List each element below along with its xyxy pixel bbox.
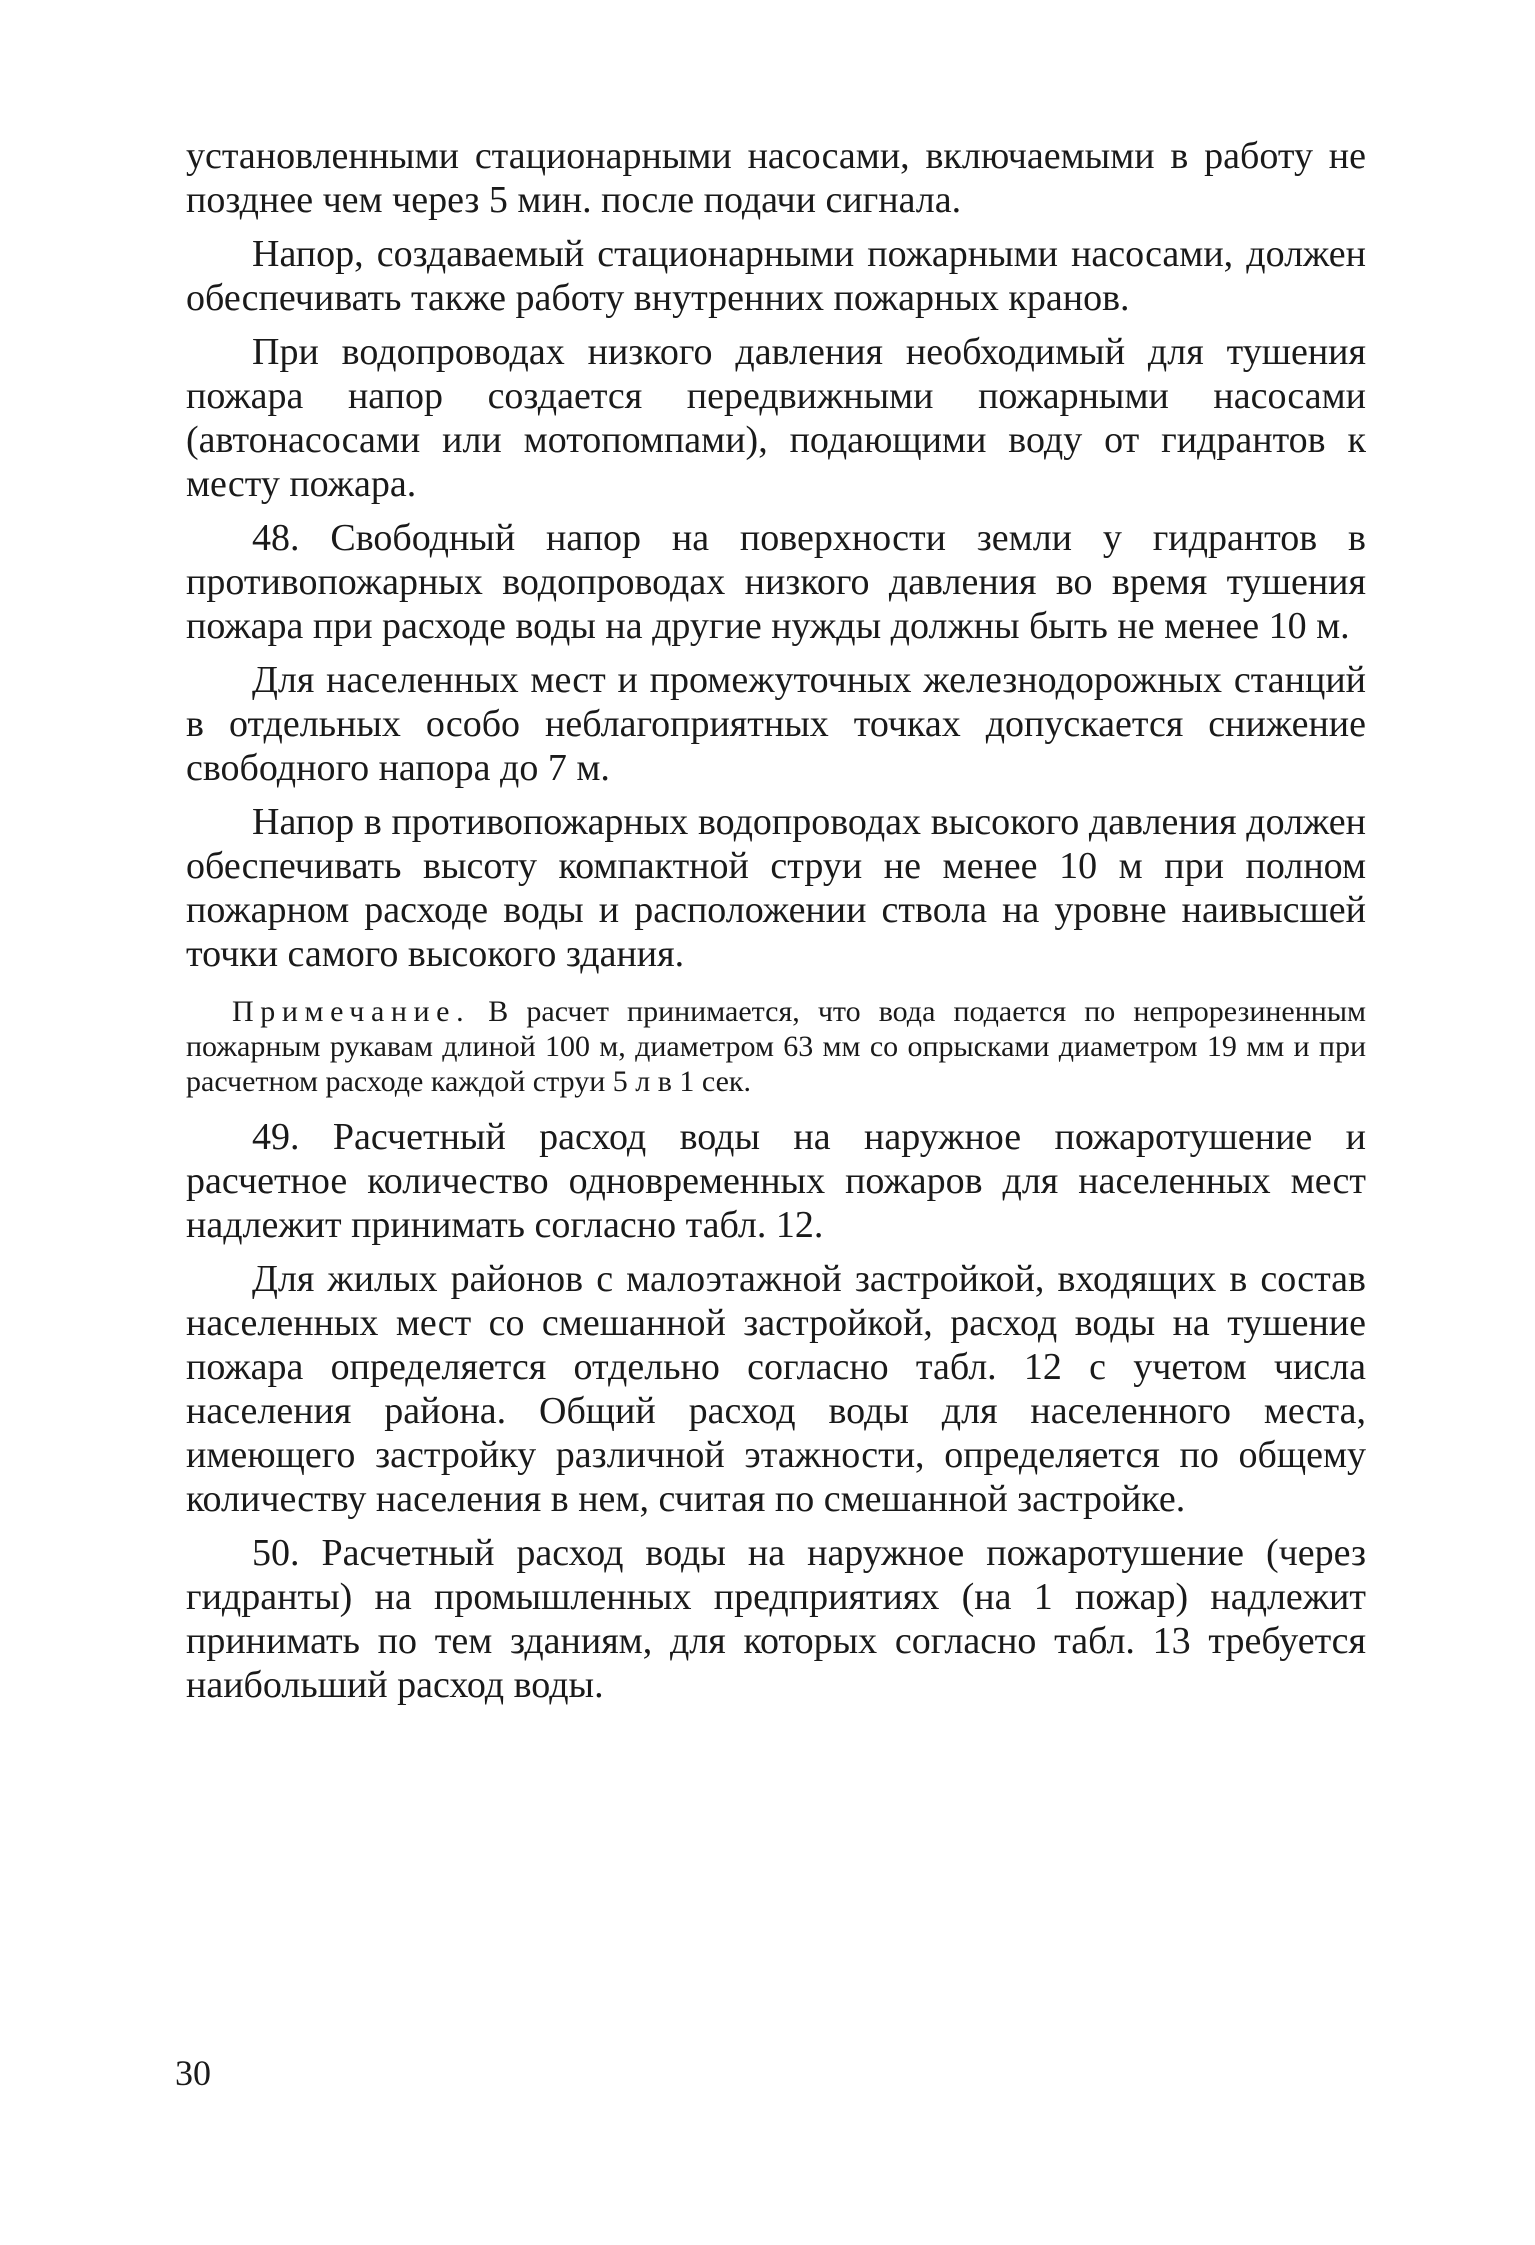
paragraph-50: 50. Расчетный расход воды на наружное пожаротушение (через гидранты) на промышленных предприятиях (на 1 пожар) надлежит принимать по тем зданиям, для которых согласно табл. 13 требуется наибольший расход воды. [186,1532,1366,1706]
page-number: 30 [175,2053,211,2093]
paragraph-continuation: установленными стационарными насосами, включаемыми в работу не позднее чем через 5 мин. после подачи сигнала. [186,135,1366,221]
paragraph-settlements: Для населенных мест и промежуточных железнодорожных станций в отдельных особо неблагоприятных точках допускается снижение свободного напора до 7 м. [186,659,1366,789]
paragraph-high-pressure: Напор в противопожарных водопроводах высокого давления должен обеспечивать высоту компактной струи не менее 10 м при полном пожарном расходе воды и расположении ствола на уровне наивысшей точки самого высокого здания. [186,801,1366,975]
paragraph-low-pressure: При водопроводах низкого давления необходимый для тушения пожара напор создается передвижными пожарными насосами (автонасосами или мотопомпами), подающими воду от гидрантов к месту пожара. [186,331,1366,505]
note-text: В расчет принимается, что вода подается по непрорезиненным пожарным рукавам длиной 100 м, диаметром 63 мм со опрысками диаметром 19 мм и при расчетном расходе каждой струи 5 л в 1 сек. [186,995,1366,1098]
paragraph-49: 49. Расчетный расход воды на наружное пожаротушение и расчетное количество одновременных пожаров для населенных мест надлежит принимать согласно табл. 12. [186,1116,1366,1246]
paragraph-pressure-stationary: Напор, создаваемый стационарными пожарными насосами, должен обеспечивать также работу внутренних пожарных кранов. [186,233,1366,319]
paragraph-48: 48. Свободный напор на поверхности земли у гидрантов в противопожарных водопроводах низкого давления во время тушения пожара при расходе воды на другие нужды должны быть не менее 10 м. [186,517,1366,647]
note [186,994,1366,1099]
note-label: Примечание. [232,995,471,1028]
body-text [186,134,1366,1707]
paragraph-residential: Для жилых районов с малоэтажной застройкой, входящих в состав населенных мест со смешанной застройкой, расход воды на тушение пожара определяется отдельно согласно табл. 12 с учетом числа населения района. Общий расход воды для населенного места, имеющего застройку различной этажности, определяется по общему количеству населения в нем, считая по смешанной застройке. [186,1258,1366,1520]
